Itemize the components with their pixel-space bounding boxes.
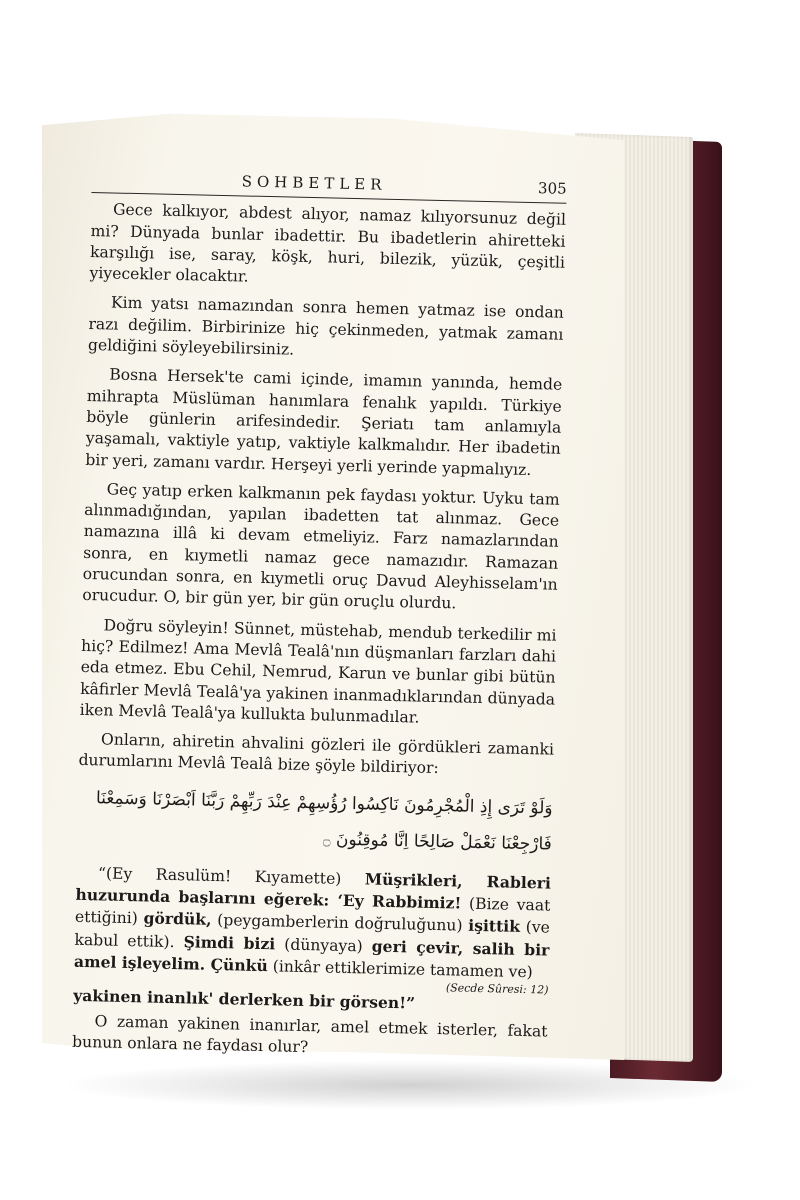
paragraph-5: Doğru söyleyin! Sünnet, müstehab, mendub terkedilir mi hiç? Edilmez! Ama Mevlâ Tealâ'nın düşmanları farzları dahi eda etmez. Ebu Cehil, Nemrud, Karun ve bunlar gibi bütün kâfirler Mevlâ Tealâ'ya yakinen inanmadıklarından dünyada iken Mevlâ Tealâ'ya kullukta bulunmadılar. [79, 616, 557, 727]
paragraph-4: Geç yatıp erken kalkmanın pek faydası yoktur. Uyku tam alınmadığından, yapılan ibadetten tat alınmaz. Gece namazına illâ ki devam etmeliyiz. Farz namazlarından sonra, en kıymetli namaz gece namazıdır. Ramazan orucundan sonra, en kıymetli oruç Davud Aleyhisselam'ın orucudur. O, bir gün yer, bir gün oruçlu olurdu. [82, 480, 560, 613]
running-title: SOHBETLER [241, 172, 387, 194]
paragraph-1: Gece kalkıyor, abdest alıyor, namaz kılıyorsunuz değil mi? Dünyada bunlar ibadettir. Bu ibadetlerin ahiretteki karşılığı ise, saray, köşk, huri, bilezik, yüzük, çeşitli yiyecekler olacaktır. [89, 200, 567, 286]
translation-text-2: (Bize vaat ettiğini) [74, 894, 551, 928]
translation-text-1: “(Ey Rasulüm! Kıyamette) [97, 864, 366, 889]
translation-bold-6: yakinen inanlık' derlerken bir görsen!” [73, 985, 416, 1013]
ayah-end-icon: ۝ [322, 833, 331, 849]
closing-paragraph: O zaman yakinen inanırlar, amel etmek isterler, fakat bunun onlara ne faydası olur? [71, 1011, 548, 1056]
translation-text-6: (inkâr ettiklerimize tamamen ve) [267, 957, 533, 982]
translation-bold-2: gördük, [143, 908, 212, 930]
paragraph-2: Kim yatsı namazından sonra hemen yatmaz ise ondan razı değilim. Birbirinize hiç çekinmeden, yatmak zamanı geldiğini söyleyebilirsiniz. [87, 293, 565, 359]
page-content [72, 168, 567, 1072]
arabic-verse-line-1: وَلَوْ تَرَى إِذِ الْمُجْرِمُونَ نَاكِسُوا رُؤُسِهِمْ عِنْدَ رَبِّهِمْ رَبَّنَا اَبْصَرْنَا وَسَمِعْنَا [95, 787, 553, 819]
verse-citation: (Secde Sûresi: 12) [445, 981, 549, 997]
paragraph-6: Onların, ahiretin ahvalini gözleri ile gördükleri zamanki durumlarını Mevlâ Tealâ bize şöyle bildiriyor: [78, 730, 555, 778]
translation-text-3: (peygamberlerin doğruluğunu) [211, 911, 469, 936]
verse-translation [74, 862, 551, 984]
arabic-verse-line-2-text: فَارْجِعْنَا نَعْمَلْ صَالِحًا اِنَّا مُوقِنُونَ [335, 829, 553, 855]
translation-bold-4: Şimdi bizi [183, 931, 276, 953]
arabic-verse [76, 780, 553, 865]
paragraph-3: Bosna Hersek'te cami içinde, imamın yanında, hemde mihrapta Müslüman hanımlara fenalık yapıldı. Türkiye böyle günlerin arifesindedir. Şeriatı tam anlamıyla yaşamalı, vaktiyle yatıp, vaktiyle kalkmalıdır. Her ibadetin bir yeri, zamanı vardır. Herşeyi yerli yerinde yapmalıyız. [85, 365, 563, 479]
translation-bold-5: geri çevir, salih bir amel işleyelim. Çünkü [73, 936, 550, 976]
translation-bold-1: Müşrikleri, Rableri huzurunda başlarını eğerek: ‘Ey Rabbimiz! [75, 869, 552, 913]
page-number: 305 [537, 179, 567, 198]
translation-text-4: (ve kabul ettik). [74, 918, 551, 951]
translation-bold-3: işittik [468, 916, 521, 937]
translation-text-5: (dünyaya) [275, 934, 372, 956]
